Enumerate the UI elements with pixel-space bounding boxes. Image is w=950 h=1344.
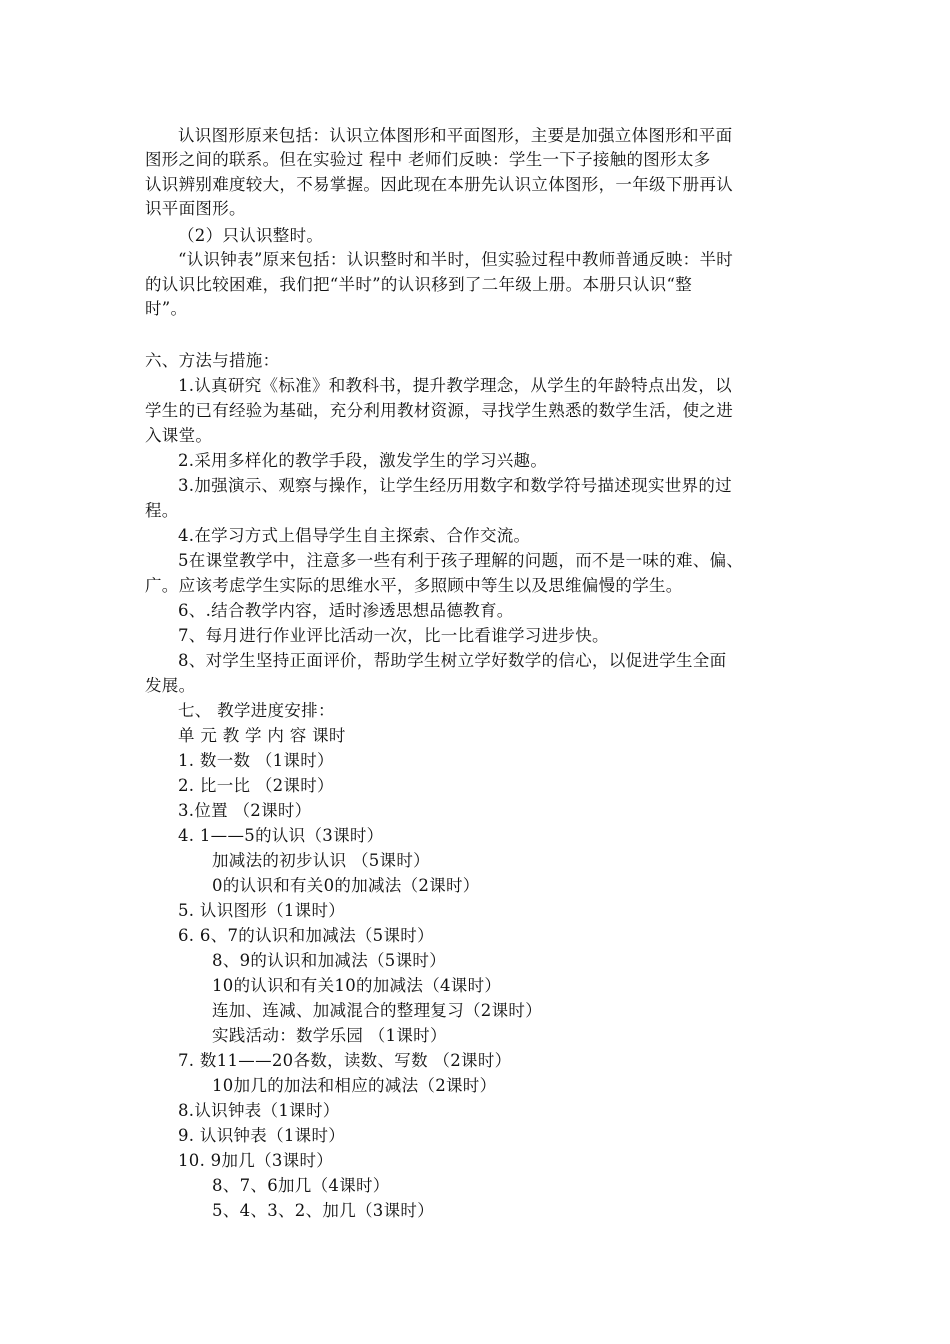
schedule-row: 加减法的初步认识 （5课时） [212,851,430,870]
schedule-row: 10. 9加几（3课时） [178,1151,334,1170]
intro-line: 认识辨别难度较大，不易掌握。因此现在本册先认识立体图形，一年级下册再认 [145,175,733,194]
schedule-row: 10的认识和有关10的加减法（4课时） [212,976,502,995]
schedule-row: 7. 数11——20各数，读数、写数 （2课时） [178,1051,512,1070]
schedule-row: 连加、连减、加减混合的整理复习（2课时） [212,1001,542,1020]
section6-title: 六、方法与措施： [145,351,280,370]
schedule-row: 实践活动：数学乐园 （1课时） [212,1026,447,1045]
schedule-row: 5. 认识图形（1课时） [178,901,346,920]
item-line: 3.加强演示、观察与操作，让学生经历用数字和数学符号描述现实世界的过 [178,476,732,495]
point2-line: “认识钟表”原来包括：认识整时和半时，但实验过程中教师普通反映：半时 [178,250,734,269]
item-line: 广。应该考虑学生实际的思维水平，多照顾中等生以及思维偏慢的学生。 [145,576,683,595]
schedule-row: 10加几的加法和相应的减法（2课时） [212,1076,497,1095]
item-line: 6、.结合教学内容，适时渗透思想品德教育。 [178,601,514,620]
schedule-row: 1. 数一数 （1课时） [178,751,334,770]
item-line: 入课堂。 [145,426,213,445]
point2-heading: （2）只认识整时。 [178,226,324,245]
intro-line: 认识图形原来包括：认识立体图形和平面图形，主要是加强立体图形和平面 [178,126,733,145]
schedule-row: 8、9的认识和加减法（5课时） [212,951,446,970]
schedule-header: 单 元 教 学 内 容 课时 [178,726,346,745]
schedule-row: 6. 6、7的认识和加减法（5课时） [178,926,434,945]
item-line: 7、每月进行作业评比活动一次，比一比看谁学习进步快。 [178,626,609,645]
schedule-row: 8.认识钟表（1课时） [178,1101,340,1120]
item-line: 1.认真研究《标准》和教科书，提升教学理念，从学生的年龄特点出发，以 [178,376,732,395]
point2-line: 时”。 [145,299,188,318]
intro-line: 识平面图形。 [145,199,246,218]
item-line: 4.在学习方式上倡导学生自主探索、合作交流。 [178,526,531,545]
item-line: 程。 [145,501,179,520]
item-line: 2.采用多样化的教学手段，激发学生的学习兴趣。 [178,451,548,470]
schedule-row: 0的认识和有关0的加减法（2课时） [212,876,480,895]
schedule-row: 3.位置 （2课时） [178,801,312,820]
schedule-row: 9. 认识钟表（1课时） [178,1126,346,1145]
item-line: 8、对学生坚持正面评价，帮助学生树立学好数学的信心，以促进学生全面 [178,651,727,670]
schedule-row: 2. 比一比 （2课时） [178,776,334,795]
section7-title: 七、 教学进度安排： [178,701,335,720]
schedule-row: 8、7、6加几（4课时） [212,1176,390,1195]
schedule-row: 5、4、3、2、加几（3课时） [212,1201,434,1220]
item-line: 5在课堂教学中，注意多一些有利于孩子理解的问题，而不是一味的难、偏、 [178,551,744,570]
item-line: 学生的已有经验为基础，充分利用教材资源，寻找学生熟悉的数学生活，使之进 [145,401,733,420]
item-line: 发展。 [145,676,196,695]
point2-line: 的认识比较困难，我们把“半时”的认识移到了二年级上册。本册只认识“整 [145,275,693,294]
schedule-row: 4. 1——5的认识（3课时） [178,826,384,845]
intro-line: 图形之间的联系。但在实验过 程中 老师们反映：学生一下子接触的图形太多 [145,150,711,169]
